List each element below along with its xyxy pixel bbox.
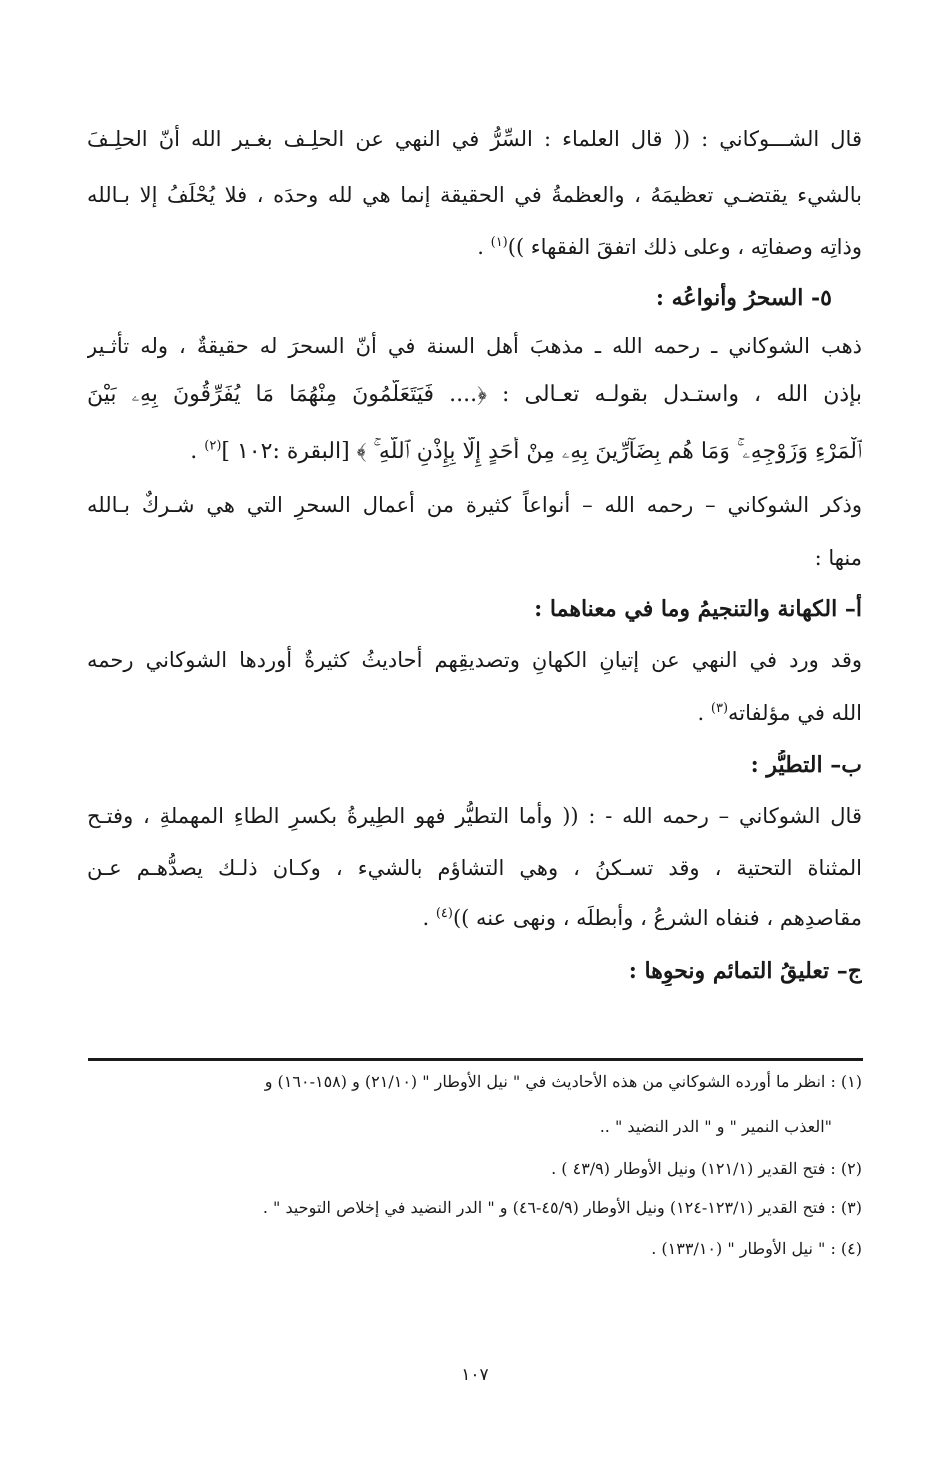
footnote-ref-4: (٤): [435, 906, 453, 921]
footnote-ref-2: (٢): [204, 438, 222, 454]
footnote-1-line-1: (١) : انظر ما أورده الشوكاني من هذه الأحاديث في " نيل الأوطار " (٢١/١٠) و (١٥٨-١٦٠) و: [264, 1072, 862, 1091]
footnote-ref-3: (٣): [710, 701, 729, 716]
section-heading-sorcery: ٥- السحرُ وأنواعُه :: [655, 285, 832, 311]
footnote-1-line-2: "العذب النمير " و " الدر النضيد " ..: [599, 1117, 832, 1136]
body-line-11: وقد ورد في النهي عن إتيانِ الكهانِ وتصديقِهم أحاديثُ كثيرةٌ أوردها الشوكاني رحمه: [87, 648, 862, 672]
footnote-4: (٤) : " نيل الأوطار " (١٣٣/١٠) .: [651, 1239, 862, 1258]
footnote-2: (٢) : فتح القدير (١٢١/١) ونيل الأوطار (٤٣/٩ ) .: [551, 1159, 862, 1178]
body-line-6: بإذن الله ، واستـدل بقولـه تعـالى : ﴿.... فَيَتَعَلَّمُونَ مِنْهُمَا مَا يُفَرِّقُونَ بِهِۦ بَيْنَ: [87, 382, 862, 407]
subheading-amulets: ج– تعليقُ التمائم ونحوِها :: [628, 958, 862, 984]
body-line-16: مقاصدِهم ، فنفاه الشرعُ ، وأبطلَه ، ونهى عنه ))$^{(٤)}$ .: [422, 906, 862, 930]
subheading-divination: أ– الكهانة والتنجيمُ وما في معناهما :: [534, 596, 862, 622]
body-line-12: الله في مؤلفاته$^{(٣)}$ .: [697, 701, 862, 725]
body-line-3: وذاتِه وصفاتِه ، وعلى ذلك اتفقَ الفقهاء ))$^{(١)}$ .: [477, 235, 862, 259]
body-line-7: ٱلْمَرْءِ وَزَوْجِهِۦ ۚ وَمَا هُم بِضَآرِّينَ بِهِۦ مِنْ أَحَدٍ إِلَّا بِإِذْنِ ٱللَّهِ ۚ ﴾ [البقرة :١٠٢ ]$^{(٢)}$ .: [190, 438, 862, 464]
body-line-2: بالشيء يقتضـي تعظيمَهُ ، والعظمةُ في الحقيقة إنما هي لله وحدَه ، فلا يُحْلَفُ إلا بـالله: [87, 183, 862, 207]
body-line-8: وذكر الشوكاني – رحمه الله – أنواعاً كثيرة من أعمال السحرِ التي هي شـركٌ بـالله: [87, 493, 862, 517]
body-line-1: قال الشـــوكاني : (( قال العلماء : السِّرُّ في النهي عن الحلِـف بغـير الله أنّ الحلِـفَ: [87, 127, 862, 151]
footnote-divider: [88, 1058, 863, 1061]
footnote-ref-1: (١): [490, 235, 508, 250]
body-line-14: قال الشوكاني – رحمه الله - : (( وأما التطيُّر فهو الطِيرةُ بكسرِ الطاءِ المهملةِ ، وفتـح: [87, 804, 862, 828]
body-line-9: منها :: [814, 546, 862, 570]
body-line-15: المثناة التحتية ، وقد تسـكنُ ، وهي التشاؤم بالشيء ، وكـان ذلـك يصدُّهـم عـن: [87, 856, 862, 880]
body-line-5: ذهب الشوكاني ـ رحمه الله ـ مذهبَ أهل السنة في أنّ السحرَ له حقيقةٌ ، وله تأثـير: [87, 334, 862, 358]
page-number: ١٠٧: [461, 1365, 489, 1385]
footnote-3: (٣) : فتح القدير (١٢٣/١-١٢٤) ونيل الأوطار (٤٥/٩-٤٦) و " الدر النضيد في إخلاص التوحيد " .: [262, 1198, 862, 1217]
subheading-omens: ب– التطيُّر :: [750, 752, 862, 778]
